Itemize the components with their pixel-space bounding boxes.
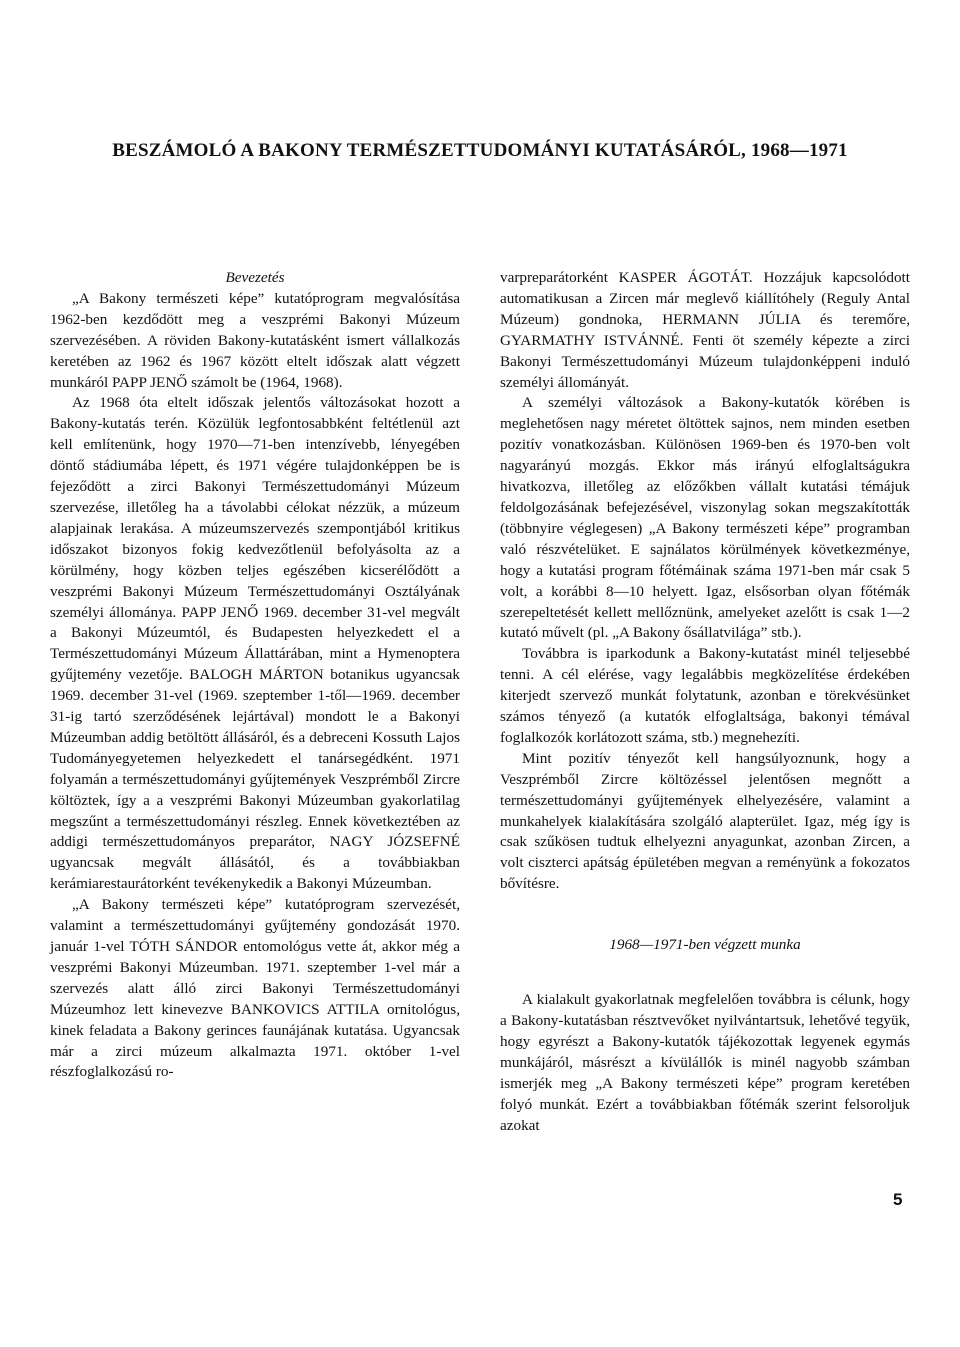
page-number: 5 — [893, 1190, 903, 1209]
article-title: BESZÁMOLÓ A BAKONY TERMÉSZETTUDOMÁNYI KUTATÁSÁRÓL, 1968—1971 — [112, 140, 848, 161]
paragraph: „A Bakony természeti képe” kutatóprogram szervezését, valamint a természettudományi gyűjtemény gondozását 1970. január 1-vel TÓTH SÁNDOR entomológus vette át, akkor még a veszprémi Bakonyi Múzeumban. 1971. szeptember 1-vel már a szervezés alatt álló zirci Bakonyi Természettudományi Múzeumhoz lett kinevezve BANKOVICS ATTILA ornitológus, kinek feladata a Bakony gerinces faunájának kutatása. Ugyancsak már a zirci múzeum alkalmazta 1971. október 1-vel részfoglalkozású ro- — [50, 896, 460, 1081]
paragraph: Mint pozitív tényezőt kell hangsúlyoznunk, hogy a Veszprémből Zircre költözéssel jelentősen megnőtt a természettudományi gyűjtemények elhelyezésére, valamint a munkahelyek kialakítására szolgáló alapterület. Igaz, még így is csak szűkösen tudtuk elhelyezni anyagunkat, azonban Zircen, a volt ciszterci apátság épületében megvan a reményünk a fokozatos bővítésre. — [500, 749, 910, 893]
paragraph: A személyi változások a Bakony-kutatók körében is meglehetősen nagy méretet öltöttek sajnos, nem minden esetben pozitív vonatkozásban. Különösen 1969-ben és 1970-ben volt nagyarányú mozgás. Ekkor más irányú elfoglaltságukra hivatkozva, illetőleg az előzőkben vállalt kutatási témájuk feldolgozásának befejezésével, viszonylag sokan megszakították (többnyire véglegesen) „A Bakony természeti képe” programban való részvételüket. E sajnálatos körülmények következménye, hogy a kutatási program főtémáinak száma 1971-ben már csak 5 volt, a korábbi 8—10 helyett. Igaz, elsősorban olyan főtémák szerepeltetését kellett mellőznünk, amelyeket azelőtt is csak 1—2 kutató művelt (pl. „A Bakony ősállatvilága” stb.). — [500, 394, 910, 642]
right-column — [500, 268, 910, 1136]
paragraph: „A Bakony természeti képe” kutatóprogram megvalósítása 1962-ben kezdődött meg a veszprémi Bakonyi Múzeum szervezésében. A röviden Bakony-kutatásként ismert vállalkozás keretében az 1962 és 1967 között eltelt időszak alatt végzett munkáról PAPP JENŐ számolt be (1964, 1968). — [50, 289, 460, 391]
section-heading-introduction: Bevezetés — [225, 269, 285, 286]
paragraph: Továbbra is iparkodunk a Bakony-kutatást minél teljesebbé tenni. A cél elérése, vagy legalábbis megközelítése érdekében kiterjedt szervező munkát folytatunk, azonban e törekvésünket számos tényező (a kutatók elfoglaltsága, bakonyi témával foglalkozók korlátozott száma, stb.) megnehezíti. — [500, 645, 910, 746]
left-column — [50, 268, 460, 1083]
paragraph-continued: varpreparátorként KASPER ÁGOTÁT. Hozzájuk kapcsolódott automatikusan a Zircen már meglevő kiállítóhely (Reguly Antal Múzeum) gondnoka, HERMANN JÚLIA és teremőre, GYARMATHY ISTVÁNNÉ. Fenti öt személy képezte a zirci Bakonyi Természettudományi Múzeum tulajdonképpeni induló személyi állományát. — [500, 269, 910, 391]
section-heading-work: 1968—1971-ben végzett munka — [609, 936, 801, 954]
paragraph: Az 1968 óta eltelt időszak jelentős változásokat hozott a Bakony-kutatás terén. Közülük legfontosabbként feltétlenül azt kell említenünk, hogy 1970—71-ben intenzívebb, lényegében döntő stádiumába lépett, és 1971 végére tulajdonképpen be is fejeződött a zirci Bakonyi Természettudományi Múzeum szervezése, illetőleg ha a távolabbi célokat nézzük, a múzeum alapjainak lerakása. A múzeumszervezés szempontjából kritikus időszakot bizonyos fokig kedvezőtlenül befolyásolta az a körülmény, hogy közben teljes egészében kicserélődött a veszprémi Bakonyi Múzeum Természettudományi Osztályának személyi állománya. PAPP JENŐ 1969. december 31-vel megvált a Bakonyi Múzeumtól, és Budapesten helyezkedett el a Természettudományi Múzeum Állattárában, mint a Hymenoptera gyűjtemény vezetője. BALOGH MÁRTON botanikus ugyancsak 1969. december 31-vel (1969. szeptember 1-től—1969. december 31-ig tartó szerződésének lejártával) mondott le a Bakonyi Múzeumban addig betöltött állásáról, és a debreceni Kossuth Lajos Tudományegyetemen helyezkedett el tanársegédként. 1971 folyamán a természettudományi gyűjtemények Veszprémből Zircre költöztek, így a a veszprémi Bakonyi Múzeumban gyakorlatilag megszűnt a természettudományi részleg. Ennek következtében az addigi természettudományos preparátor, NAGY JÓZSEFNÉ ugyancsak megvált állásától, és a továbbiakban kerámiarestaurátorként tevékenykedik a Bakonyi Múzeumban. — [50, 394, 460, 893]
paragraph: A kialakult gyakorlatnak megfelelően továbbra is célunk, hogy a Bakony-kutatásban résztvevőket nyilvántartsuk, lehetővé tegyük, hogy egyrészt a Bakony-kutatók tájékozottak legyenek egymás munkájáról, másrészt a kívülállók is minél nagyobb számban ismerjék meg „A Bakony természeti képe” program keretében folyó munkát. Ezért a továbbiakban főtémák szerint felsoroljuk azokat — [500, 991, 910, 1134]
